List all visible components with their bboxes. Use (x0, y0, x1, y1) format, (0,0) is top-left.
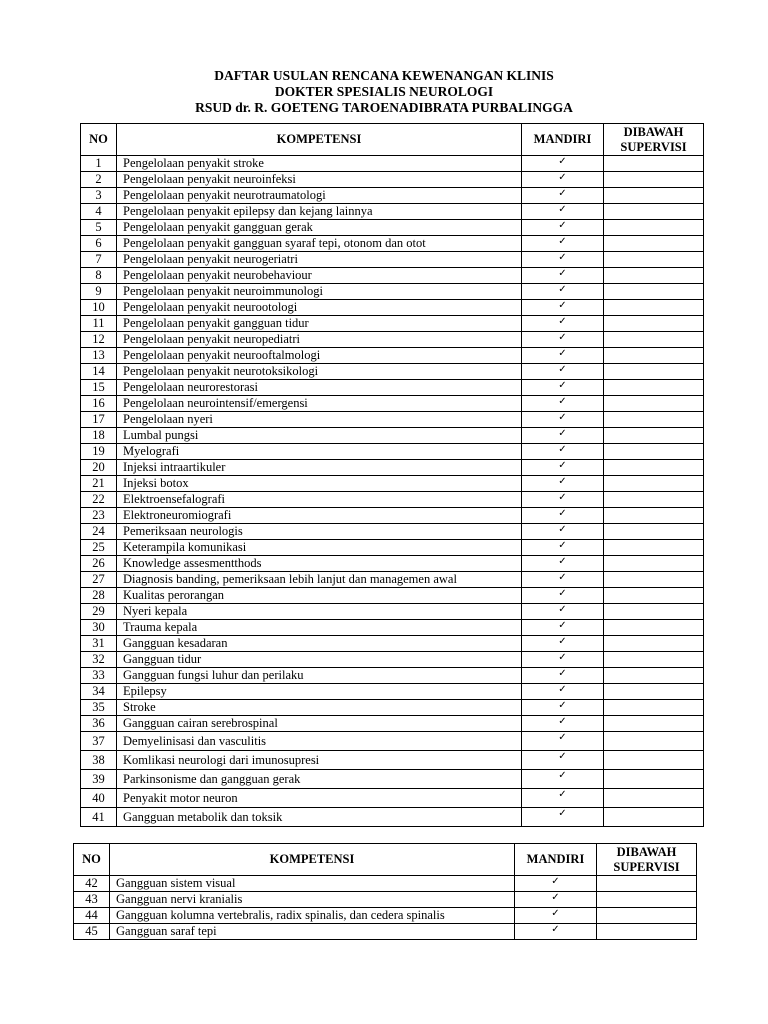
table-row (81, 396, 704, 412)
check-icon: ✓ (558, 732, 567, 743)
row-number: 21 (81, 476, 117, 492)
competency-label: Gangguan tidur (117, 652, 522, 668)
row-number: 33 (81, 668, 117, 684)
competency-label: Kualitas perorangan (117, 588, 522, 604)
header-dibawah-supervisi (604, 124, 704, 156)
row-number: 24 (81, 524, 117, 540)
competency-table-2 (73, 843, 697, 940)
mandiri-cell (522, 204, 604, 220)
table-row (81, 732, 704, 751)
mandiri-cell (522, 572, 604, 588)
dibawah-supervisi-cell (604, 332, 704, 348)
competency-label: Trauma kepala (117, 620, 522, 636)
dibawah-supervisi-cell (604, 604, 704, 620)
dibawah-supervisi-cell (597, 908, 697, 924)
check-icon: ✓ (558, 808, 567, 819)
competency-label: Diagnosis banding, pemeriksaan lebih lanjut dan managemen awal (117, 572, 522, 588)
check-icon: ✓ (558, 220, 567, 231)
row-number: 35 (81, 700, 117, 716)
table-row (81, 524, 704, 540)
table-row (74, 892, 697, 908)
competency-label: Pengelolaan penyakit gangguan gerak (117, 220, 522, 236)
competency-label: Gangguan fungsi luhur dan perilaku (117, 668, 522, 684)
table-row (81, 620, 704, 636)
mandiri-cell (522, 236, 604, 252)
competency-label: Gangguan kolumna vertebralis, radix spinalis, dan cedera spinalis (110, 908, 515, 924)
row-number: 8 (81, 268, 117, 284)
competency-label: Pengelolaan penyakit neurotraumatologi (117, 188, 522, 204)
row-number: 18 (81, 428, 117, 444)
check-icon: ✓ (558, 684, 567, 695)
header-mandiri: MANDIRI (522, 124, 604, 156)
table-row (81, 476, 704, 492)
mandiri-cell (522, 252, 604, 268)
check-icon: ✓ (558, 236, 567, 247)
competency-label: Injeksi intraartikuler (117, 460, 522, 476)
table-row (81, 460, 704, 476)
header-dibawah-line2: SUPERVISI (620, 139, 687, 154)
row-number: 40 (81, 789, 117, 808)
check-icon: ✓ (558, 492, 567, 503)
competency-label: Pengelolaan penyakit neurooftalmologi (117, 348, 522, 364)
competency-label: Gangguan nervi kranialis (110, 892, 515, 908)
mandiri-cell (522, 556, 604, 572)
dibawah-supervisi-cell (604, 789, 704, 808)
competency-label: Knowledge assesmentthods (117, 556, 522, 572)
competency-label: Pengelolaan penyakit epilepsy dan kejang lainnya (117, 204, 522, 220)
mandiri-cell (522, 428, 604, 444)
mandiri-cell (522, 476, 604, 492)
document-title-line1: DAFTAR USULAN RENCANA KEWENANGAN KLINIS (214, 68, 554, 83)
competency-label: Gangguan sistem visual (110, 876, 515, 892)
competency-label: Gangguan saraf tepi (110, 924, 515, 940)
dibawah-supervisi-cell (604, 476, 704, 492)
header-dibawah-line2: SUPERVISI (613, 859, 680, 874)
check-icon: ✓ (558, 188, 567, 199)
row-number: 15 (81, 380, 117, 396)
dibawah-supervisi-cell (604, 188, 704, 204)
table-row (81, 508, 704, 524)
table-row (74, 876, 697, 892)
header-dibawah-line1: DIBAWAH (623, 124, 684, 139)
dibawah-supervisi-cell (604, 716, 704, 732)
mandiri-cell (522, 716, 604, 732)
check-icon: ✓ (558, 620, 567, 631)
mandiri-cell (515, 924, 597, 940)
check-icon: ✓ (558, 316, 567, 327)
check-icon: ✓ (558, 652, 567, 663)
dibawah-supervisi-cell (597, 876, 697, 892)
table-row (81, 332, 704, 348)
table-row (81, 380, 704, 396)
competency-label: Pengelolaan neurointensif/emergensi (117, 396, 522, 412)
dibawah-supervisi-cell (604, 652, 704, 668)
dibawah-supervisi-cell (604, 172, 704, 188)
table-row (81, 636, 704, 652)
dibawah-supervisi-cell (604, 396, 704, 412)
row-number: 6 (81, 236, 117, 252)
mandiri-cell (515, 892, 597, 908)
check-icon: ✓ (558, 556, 567, 567)
header-kompetensi: KOMPETENSI (117, 124, 522, 156)
check-icon: ✓ (558, 268, 567, 279)
mandiri-cell (522, 444, 604, 460)
table-row (81, 604, 704, 620)
table-row (74, 924, 697, 940)
dibawah-supervisi-cell (604, 556, 704, 572)
row-number: 29 (81, 604, 117, 620)
row-number: 43 (74, 892, 110, 908)
dibawah-supervisi-cell (604, 808, 704, 827)
mandiri-cell (522, 492, 604, 508)
dibawah-supervisi-cell (604, 380, 704, 396)
header-mandiri: MANDIRI (515, 844, 597, 876)
mandiri-cell (522, 604, 604, 620)
competency-label: Penyakit motor neuron (117, 789, 522, 808)
check-icon: ✓ (558, 572, 567, 583)
table-row (81, 188, 704, 204)
check-icon: ✓ (558, 444, 567, 455)
check-icon: ✓ (558, 751, 567, 762)
competency-label: Gangguan kesadaran (117, 636, 522, 652)
check-icon: ✓ (558, 508, 567, 519)
mandiri-cell (522, 508, 604, 524)
mandiri-cell (522, 268, 604, 284)
mandiri-cell (522, 789, 604, 808)
dibawah-supervisi-cell (604, 524, 704, 540)
row-number: 13 (81, 348, 117, 364)
header-dibawah-line1: DIBAWAH (616, 844, 677, 859)
row-number: 11 (81, 316, 117, 332)
check-icon: ✓ (558, 700, 567, 711)
row-number: 36 (81, 716, 117, 732)
dibawah-supervisi-cell (604, 460, 704, 476)
table-row (81, 540, 704, 556)
header-kompetensi: KOMPETENSI (110, 844, 515, 876)
row-number: 28 (81, 588, 117, 604)
row-number: 9 (81, 284, 117, 300)
mandiri-cell (522, 751, 604, 770)
row-number: 16 (81, 396, 117, 412)
dibawah-supervisi-cell (604, 252, 704, 268)
table-row (81, 156, 704, 172)
mandiri-cell (522, 348, 604, 364)
table-row (81, 412, 704, 428)
header-no: NO (81, 124, 117, 156)
competency-label: Pengelolaan penyakit neurootologi (117, 300, 522, 316)
table-row (81, 789, 704, 808)
dibawah-supervisi-cell (604, 444, 704, 460)
row-number: 1 (81, 156, 117, 172)
row-number: 45 (74, 924, 110, 940)
check-icon: ✓ (551, 876, 560, 887)
row-number: 2 (81, 172, 117, 188)
dibawah-supervisi-cell (597, 924, 697, 940)
table-row (81, 316, 704, 332)
table-row (81, 668, 704, 684)
document-title-line2: DOKTER SPESIALIS NEUROLOGI (274, 84, 494, 99)
dibawah-supervisi-cell (604, 508, 704, 524)
competency-label: Keterampila komunikasi (117, 540, 522, 556)
check-icon: ✓ (558, 412, 567, 423)
check-icon: ✓ (558, 172, 567, 183)
row-number: 26 (81, 556, 117, 572)
dibawah-supervisi-cell (604, 284, 704, 300)
row-number: 7 (81, 252, 117, 268)
table-row (81, 204, 704, 220)
mandiri-cell (515, 908, 597, 924)
table-row (81, 348, 704, 364)
competency-label: Komlikasi neurologi dari imunosupresi (117, 751, 522, 770)
table-row (81, 588, 704, 604)
row-number: 41 (81, 808, 117, 827)
check-icon: ✓ (558, 636, 567, 647)
mandiri-cell (522, 220, 604, 236)
mandiri-cell (522, 396, 604, 412)
mandiri-cell (522, 316, 604, 332)
table-row (81, 716, 704, 732)
table-row (81, 300, 704, 316)
mandiri-cell (522, 588, 604, 604)
table-row (81, 268, 704, 284)
row-number: 30 (81, 620, 117, 636)
check-icon: ✓ (558, 604, 567, 615)
check-icon: ✓ (558, 380, 567, 391)
dibawah-supervisi-cell (604, 732, 704, 751)
table-row (74, 908, 697, 924)
table-row (81, 684, 704, 700)
competency-label: Stroke (117, 700, 522, 716)
check-icon: ✓ (558, 716, 567, 727)
competency-label: Nyeri kepala (117, 604, 522, 620)
dibawah-supervisi-cell (604, 770, 704, 789)
table-header-row (81, 124, 704, 156)
header-dibawah-supervisi (597, 844, 697, 876)
check-icon: ✓ (558, 770, 567, 781)
table-row (81, 364, 704, 380)
competency-table-1 (80, 123, 704, 827)
check-icon: ✓ (558, 428, 567, 439)
row-number: 42 (74, 876, 110, 892)
dibawah-supervisi-cell (604, 751, 704, 770)
mandiri-cell (522, 364, 604, 380)
dibawah-supervisi-cell (604, 572, 704, 588)
mandiri-cell (522, 540, 604, 556)
table-row (81, 220, 704, 236)
competency-label: Myelografi (117, 444, 522, 460)
table-row (81, 808, 704, 827)
mandiri-cell (515, 876, 597, 892)
check-icon: ✓ (558, 588, 567, 599)
competency-label: Pengelolaan penyakit neuropediatri (117, 332, 522, 348)
dibawah-supervisi-cell (604, 588, 704, 604)
mandiri-cell (522, 700, 604, 716)
row-number: 12 (81, 332, 117, 348)
mandiri-cell (522, 172, 604, 188)
mandiri-cell (522, 684, 604, 700)
dibawah-supervisi-cell (604, 156, 704, 172)
competency-label: Pengelolaan penyakit neurotoksikologi (117, 364, 522, 380)
mandiri-cell (522, 156, 604, 172)
competency-label: Epilepsy (117, 684, 522, 700)
table-row (81, 428, 704, 444)
check-icon: ✓ (558, 396, 567, 407)
mandiri-cell (522, 300, 604, 316)
competency-label: Pengelolaan penyakit stroke (117, 156, 522, 172)
competency-label: Pengelolaan penyakit neuroimmunologi (117, 284, 522, 300)
mandiri-cell (522, 524, 604, 540)
table-row (81, 751, 704, 770)
dibawah-supervisi-cell (604, 268, 704, 284)
check-icon: ✓ (558, 252, 567, 263)
row-number: 44 (74, 908, 110, 924)
row-number: 5 (81, 220, 117, 236)
mandiri-cell (522, 652, 604, 668)
row-number: 32 (81, 652, 117, 668)
dibawah-supervisi-cell (604, 428, 704, 444)
table-row (81, 236, 704, 252)
mandiri-cell (522, 636, 604, 652)
table-row (81, 172, 704, 188)
document-title-line3: RSUD dr. R. GOETENG TAROENADIBRATA PURBALINGGA (195, 100, 573, 115)
dibawah-supervisi-cell (604, 316, 704, 332)
competency-label: Lumbal pungsi (117, 428, 522, 444)
row-number: 39 (81, 770, 117, 789)
mandiri-cell (522, 284, 604, 300)
dibawah-supervisi-cell (604, 348, 704, 364)
row-number: 3 (81, 188, 117, 204)
table-row (81, 556, 704, 572)
competency-label: Gangguan metabolik dan toksik (117, 808, 522, 827)
table-row (81, 444, 704, 460)
dibawah-supervisi-cell (604, 684, 704, 700)
competency-label: Pengelolaan neurorestorasi (117, 380, 522, 396)
dibawah-supervisi-cell (604, 540, 704, 556)
dibawah-supervisi-cell (604, 412, 704, 428)
check-icon: ✓ (558, 668, 567, 679)
check-icon: ✓ (558, 348, 567, 359)
competency-label: Demyelinisasi dan vasculitis (117, 732, 522, 751)
dibawah-supervisi-cell (604, 636, 704, 652)
mandiri-cell (522, 412, 604, 428)
mandiri-cell (522, 332, 604, 348)
check-icon: ✓ (551, 908, 560, 919)
row-number: 20 (81, 460, 117, 476)
dibawah-supervisi-cell (604, 220, 704, 236)
row-number: 37 (81, 732, 117, 751)
check-icon: ✓ (558, 332, 567, 343)
row-number: 23 (81, 508, 117, 524)
check-icon: ✓ (558, 460, 567, 471)
table-row (81, 284, 704, 300)
dibawah-supervisi-cell (604, 668, 704, 684)
competency-label: Pengelolaan penyakit gangguan tidur (117, 316, 522, 332)
check-icon: ✓ (558, 364, 567, 375)
dibawah-supervisi-cell (604, 492, 704, 508)
check-icon: ✓ (558, 524, 567, 535)
dibawah-supervisi-cell (604, 300, 704, 316)
competency-label: Pengelolaan penyakit neurobehaviour (117, 268, 522, 284)
check-icon: ✓ (551, 892, 560, 903)
check-icon: ✓ (558, 476, 567, 487)
competency-label: Injeksi botox (117, 476, 522, 492)
row-number: 10 (81, 300, 117, 316)
row-number: 31 (81, 636, 117, 652)
table-row (81, 492, 704, 508)
row-number: 38 (81, 751, 117, 770)
mandiri-cell (522, 460, 604, 476)
check-icon: ✓ (558, 789, 567, 800)
competency-label: Pengelolaan nyeri (117, 412, 522, 428)
competency-label: Pengelolaan penyakit neuroinfeksi (117, 172, 522, 188)
dibawah-supervisi-cell (597, 892, 697, 908)
mandiri-cell (522, 732, 604, 751)
row-number: 14 (81, 364, 117, 380)
check-icon: ✓ (558, 540, 567, 551)
header-no: NO (74, 844, 110, 876)
row-number: 34 (81, 684, 117, 700)
mandiri-cell (522, 380, 604, 396)
mandiri-cell (522, 188, 604, 204)
row-number: 17 (81, 412, 117, 428)
check-icon: ✓ (558, 284, 567, 295)
table-row (81, 572, 704, 588)
competency-label: Pengelolaan penyakit gangguan syaraf tepi, otonom dan otot (117, 236, 522, 252)
check-icon: ✓ (558, 204, 567, 215)
competency-label: Parkinsonisme dan gangguan gerak (117, 770, 522, 789)
mandiri-cell (522, 770, 604, 789)
dibawah-supervisi-cell (604, 620, 704, 636)
competency-label: Gangguan cairan serebrospinal (117, 716, 522, 732)
dibawah-supervisi-cell (604, 204, 704, 220)
dibawah-supervisi-cell (604, 700, 704, 716)
competency-label: Pemeriksaan neurologis (117, 524, 522, 540)
table-row (81, 652, 704, 668)
mandiri-cell (522, 620, 604, 636)
dibawah-supervisi-cell (604, 364, 704, 380)
mandiri-cell (522, 808, 604, 827)
mandiri-cell (522, 668, 604, 684)
table-row (81, 770, 704, 789)
check-icon: ✓ (551, 924, 560, 935)
table-row (81, 700, 704, 716)
row-number: 27 (81, 572, 117, 588)
check-icon: ✓ (558, 300, 567, 311)
check-icon: ✓ (558, 156, 567, 167)
table-row (81, 252, 704, 268)
row-number: 4 (81, 204, 117, 220)
competency-label: Pengelolaan penyakit neurogeriatri (117, 252, 522, 268)
table-header-row (74, 844, 697, 876)
row-number: 25 (81, 540, 117, 556)
row-number: 22 (81, 492, 117, 508)
competency-label: Elektroneuromiografi (117, 508, 522, 524)
row-number: 19 (81, 444, 117, 460)
competency-label: Elektroensefalografi (117, 492, 522, 508)
dibawah-supervisi-cell (604, 236, 704, 252)
